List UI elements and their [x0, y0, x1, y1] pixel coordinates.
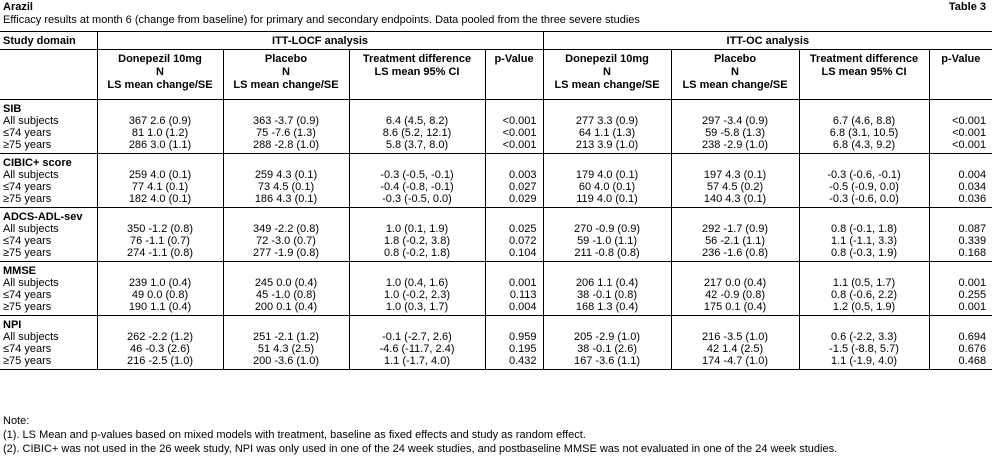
pvalue-cell: 0.001 — [929, 277, 992, 289]
pvalue-cell: 0.339 — [929, 235, 992, 247]
row-label: ≤74 years — [3, 127, 52, 139]
row-label: ≥75 years — [3, 193, 52, 205]
table-cell: 45 -1.0 (0.8) — [223, 289, 349, 301]
section-title: ADCS-ADL-sev — [0, 208, 97, 224]
table-cell: 1.0 (-0.2, 2.3) — [349, 289, 485, 301]
pvalue-cell: 0.029 — [485, 193, 543, 208]
section-cell — [97, 316, 223, 332]
col-label-line: N — [603, 66, 611, 78]
section-cell — [485, 208, 543, 224]
section-cell — [349, 208, 485, 224]
table-cell: 270 -0.9 (0.9) — [543, 223, 671, 235]
table-row — [0, 355, 992, 370]
note-1: (1). LS Mean and p-values based on mixed models with treatment, baseline as fixed effects and study as random effect. — [3, 429, 586, 441]
pvalue-cell: <0.001 — [485, 139, 543, 154]
table-cell: 277 3.3 (0.9) — [543, 115, 671, 127]
table-cell: 1.8 (-0.2, 3.8) — [349, 235, 485, 247]
section-cell — [543, 208, 671, 224]
pvalue-cell: 0.113 — [485, 289, 543, 301]
col-label-line: LS mean change/SE — [233, 79, 339, 91]
table-cell: 349 -2.2 (0.8) — [223, 223, 349, 235]
table-cell: 73 4.5 (0.1) — [223, 181, 349, 193]
table-cell: 6.7 (4.6, 8.8) — [799, 115, 929, 127]
header-spacer — [0, 50, 97, 100]
table-row — [0, 223, 992, 235]
table-cell: 1.0 (0.1, 1.9) — [349, 223, 485, 235]
table-cell: 216 -3.5 (1.0) — [671, 331, 799, 343]
pvalue-cell: 0.027 — [485, 181, 543, 193]
header-row-groups — [0, 32, 992, 50]
table-cell: 8.6 (5.2, 12.1) — [349, 127, 485, 139]
section-cell — [97, 154, 223, 170]
pvalue-cell: <0.001 — [929, 139, 992, 154]
col-label-line: LS mean change/SE — [554, 79, 660, 91]
table-row — [0, 277, 992, 289]
treatment-diff-header-oc — [799, 50, 929, 100]
section-title: MMSE — [0, 262, 97, 278]
section-cell — [349, 100, 485, 116]
section-row — [0, 316, 992, 332]
table-cell: 38 -0.1 (2.6) — [543, 343, 671, 355]
section-cell — [799, 100, 929, 116]
table-cell: 200 0.1 (0.4) — [223, 301, 349, 316]
table-row — [0, 235, 992, 247]
table-label: Table 3 — [948, 1, 986, 13]
table-body — [0, 100, 992, 370]
table-cell: -4.6 (-11.7, 2.4) — [349, 343, 485, 355]
table-cell: -0.3 (-0.5, -0.1) — [349, 169, 485, 181]
table-cell: 42 1.4 (2.5) — [671, 343, 799, 355]
table-cell: 274 -1.1 (0.8) — [97, 247, 223, 262]
table-cell: 367 2.6 (0.9) — [97, 115, 223, 127]
col-label-line: N — [282, 66, 290, 78]
table-row — [0, 169, 992, 181]
section-cell — [223, 154, 349, 170]
table-cell: 56 -2.1 (1.1) — [671, 235, 799, 247]
section-cell — [671, 316, 799, 332]
section-title: NPI — [0, 316, 97, 332]
section-row — [0, 100, 992, 116]
table-cell: 259 4.3 (0.1) — [223, 169, 349, 181]
col-label-line: Treatment difference — [362, 53, 472, 65]
pvalue-cell: 0.034 — [929, 181, 992, 193]
section-cell — [671, 262, 799, 278]
table-cell: 1.1 (-1.1, 3.3) — [799, 235, 929, 247]
table-cell: 206 1.1 (0.4) — [543, 277, 671, 289]
table-row — [0, 115, 992, 127]
col-label-line: LS mean 95% CI — [821, 66, 907, 78]
row-label: All subjects — [3, 223, 59, 235]
table-cell: 1.0 (0.3, 1.7) — [349, 301, 485, 316]
table-cell: 0.8 (-0.6, 2.2) — [799, 289, 929, 301]
section-cell — [929, 316, 992, 332]
pvalue-cell: 0.087 — [929, 223, 992, 235]
table-cell: 297 -3.4 (0.9) — [671, 115, 799, 127]
table-row — [0, 139, 992, 154]
table-cell: 60 4.0 (0.1) — [543, 181, 671, 193]
table-cell: 119 4.0 (0.1) — [543, 193, 671, 208]
col-label-line: Donepezil 10mg — [118, 53, 202, 65]
itt-oc-header: ITT-OC analysis — [543, 32, 992, 50]
col-label-line: LS mean change/SE — [107, 79, 213, 91]
table-cell: 292 -1.7 (0.9) — [671, 223, 799, 235]
table-cell: -1.5 (-8.8, 5.7) — [799, 343, 929, 355]
table-cell: 251 -2.1 (1.2) — [223, 331, 349, 343]
table-cell: 1.0 (0.4, 1.6) — [349, 277, 485, 289]
row-label: ≤74 years — [3, 235, 52, 247]
table-cell: 72 -3.0 (0.7) — [223, 235, 349, 247]
row-label: ≥75 years — [0, 355, 97, 370]
table-row — [0, 301, 992, 316]
table-cell: 57 4.5 (0.2) — [671, 181, 799, 193]
pvalue-cell: 0.001 — [485, 277, 543, 289]
table-cell: -0.5 (-0.9, 0.0) — [799, 181, 929, 193]
table-cell: 49 0.0 (0.8) — [97, 289, 223, 301]
table-cell: 1.1 (-1.9, 4.0) — [799, 355, 929, 370]
table-cell: 1.1 (0.5, 1.7) — [799, 277, 929, 289]
row-label: All subjects — [3, 169, 59, 181]
table-cell: 6.8 (4.3, 9.2) — [799, 139, 929, 154]
pvalue-cell: 0.025 — [485, 223, 543, 235]
table-cell: 190 1.1 (0.4) — [97, 301, 223, 316]
table-cell: 0.8 (-0.1, 1.8) — [799, 223, 929, 235]
col-label-line: N — [731, 66, 739, 78]
table-cell: 0.8 (-0.2, 1.8) — [349, 247, 485, 262]
table-cell: 77 4.1 (0.1) — [97, 181, 223, 193]
table-cell: 59 -1.0 (1.1) — [543, 235, 671, 247]
table-row — [0, 331, 992, 343]
table-cell: 217 0.0 (0.4) — [671, 277, 799, 289]
table-cell: 197 4.3 (0.1) — [671, 169, 799, 181]
col-label-line: Placebo — [264, 53, 308, 65]
section-cell — [97, 208, 223, 224]
section-cell — [485, 262, 543, 278]
pvalue-cell: 0.104 — [485, 247, 543, 262]
section-row — [0, 208, 992, 224]
table-row — [0, 181, 992, 193]
table-notes — [3, 414, 988, 456]
section-cell — [929, 100, 992, 116]
pvalue-cell: 0.001 — [929, 301, 992, 316]
section-cell — [223, 100, 349, 116]
section-cell — [799, 262, 929, 278]
note-2: (2). CIBIC+ was not used in the 26 week study, NPI was only used in one of the 24 week studies, and postbaseline MMSE was not evaluated in one of the 24 week studies. — [3, 443, 838, 455]
table-cell: 1.2 (0.5, 1.9) — [799, 301, 929, 316]
table-cell: 59 -5.8 (1.3) — [671, 127, 799, 139]
section-cell — [485, 316, 543, 332]
table-cell: 238 -2.9 (1.0) — [671, 139, 799, 154]
section-cell — [485, 154, 543, 170]
row-label: ≥75 years — [3, 247, 52, 259]
donepezil-header-locf — [97, 50, 223, 100]
table-cell: 0.8 (-0.3, 1.9) — [799, 247, 929, 262]
col-label-line: Treatment difference — [809, 53, 919, 65]
table-cell: 175 0.1 (0.4) — [671, 301, 799, 316]
pvalue-cell: 0.255 — [929, 289, 992, 301]
pvalue-cell: <0.001 — [929, 115, 992, 127]
pvalue-cell: 0.468 — [929, 355, 992, 370]
table-cell: 186 4.3 (0.1) — [223, 193, 349, 208]
table-cell: 64 1.1 (1.3) — [543, 127, 671, 139]
study-domain-header: Study domain — [0, 32, 97, 50]
col-label-line: Placebo — [713, 53, 757, 65]
section-cell — [543, 262, 671, 278]
section-cell — [349, 316, 485, 332]
table-cell: 174 -4.7 (1.0) — [671, 355, 799, 370]
row-label: ≤74 years — [3, 343, 52, 355]
section-cell — [671, 208, 799, 224]
header-row-columns — [0, 50, 992, 100]
row-label: All subjects — [3, 115, 59, 127]
row-label: All subjects — [3, 331, 59, 343]
table-row — [0, 343, 992, 355]
donepezil-header-oc — [543, 50, 671, 100]
table-cell: 38 -0.1 (0.8) — [543, 289, 671, 301]
table-row — [0, 193, 992, 208]
table-cell: 216 -2.5 (1.0) — [97, 355, 223, 370]
pvalue-cell: 0.432 — [485, 355, 543, 370]
notes-label: Note: — [3, 415, 30, 427]
section-row — [0, 262, 992, 278]
table-cell: 5.8 (3.7, 8.0) — [349, 139, 485, 154]
section-cell — [349, 154, 485, 170]
section-cell — [929, 262, 992, 278]
pvalue-cell: 0.003 — [485, 169, 543, 181]
pvalue-cell: <0.001 — [485, 115, 543, 127]
row-label: ≤74 years — [3, 181, 52, 193]
table-cell: -0.3 (-0.6, -0.1) — [799, 169, 929, 181]
table-cell: 288 -2.8 (1.0) — [223, 139, 349, 154]
section-cell — [799, 208, 929, 224]
pvalue-cell: 0.004 — [929, 169, 992, 181]
table-cell: 46 -0.3 (2.6) — [97, 343, 223, 355]
section-cell — [543, 100, 671, 116]
table-cell: 140 4.3 (0.1) — [671, 193, 799, 208]
pvalue-cell: <0.001 — [485, 127, 543, 139]
table-cell: 236 -1.6 (0.8) — [671, 247, 799, 262]
table-cell: 259 4.0 (0.1) — [97, 169, 223, 181]
title-row — [3, 1, 988, 13]
treatment-diff-header-locf — [349, 50, 485, 100]
section-cell — [799, 316, 929, 332]
pvalue-header-locf: p-Value — [485, 50, 543, 100]
table-row — [0, 127, 992, 139]
row-label: ≤74 years — [3, 289, 52, 301]
itt-locf-header: ITT-LOCF analysis — [97, 32, 543, 50]
section-cell — [671, 154, 799, 170]
section-title: SIB — [0, 100, 97, 116]
pvalue-cell: 0.694 — [929, 331, 992, 343]
table-cell: 75 -7.6 (1.3) — [223, 127, 349, 139]
section-title: CIBIC+ score — [0, 154, 97, 170]
table-cell: 205 -2.9 (1.0) — [543, 331, 671, 343]
section-cell — [97, 262, 223, 278]
table-cell: -0.3 (-0.6, 0.0) — [799, 193, 929, 208]
section-cell — [671, 100, 799, 116]
table-cell: 363 -3.7 (0.9) — [223, 115, 349, 127]
table-cell: 245 0.0 (0.4) — [223, 277, 349, 289]
table-cell: 179 4.0 (0.1) — [543, 169, 671, 181]
table-cell: 239 1.0 (0.4) — [97, 277, 223, 289]
row-label: All subjects — [3, 277, 59, 289]
table-cell: 277 -1.9 (0.8) — [223, 247, 349, 262]
section-cell — [485, 100, 543, 116]
table-cell: -0.4 (-0.8, -0.1) — [349, 181, 485, 193]
pvalue-cell: 0.959 — [485, 331, 543, 343]
section-row — [0, 154, 992, 170]
table-row — [0, 289, 992, 301]
table-cell: -0.3 (-0.5, 0.0) — [349, 193, 485, 208]
section-cell — [543, 154, 671, 170]
table-cell: 182 4.0 (0.1) — [97, 193, 223, 208]
table-cell: 81 1.0 (1.2) — [97, 127, 223, 139]
table-cell: 200 -3.6 (1.0) — [223, 355, 349, 370]
section-cell — [223, 208, 349, 224]
placebo-header-oc — [671, 50, 799, 100]
section-cell — [97, 100, 223, 116]
table-row — [0, 247, 992, 262]
table-cell: 76 -1.1 (0.7) — [97, 235, 223, 247]
pvalue-cell: 0.072 — [485, 235, 543, 247]
table-cell: 51 4.3 (2.5) — [223, 343, 349, 355]
table-cell: 167 -3.6 (1.1) — [543, 355, 671, 370]
pvalue-header-oc: p-Value — [929, 50, 992, 100]
table-cell: 262 -2.2 (1.2) — [97, 331, 223, 343]
row-label: ≥75 years — [3, 139, 52, 151]
table-cell: 168 1.3 (0.4) — [543, 301, 671, 316]
table-cell: 213 3.9 (1.0) — [543, 139, 671, 154]
table-cell: 6.8 (3.1, 10.5) — [799, 127, 929, 139]
table-cell: 0.6 (-2.2, 3.3) — [799, 331, 929, 343]
col-label-line: LS mean 95% CI — [374, 66, 460, 78]
table-cell: 286 3.0 (1.1) — [97, 139, 223, 154]
efficacy-table — [0, 31, 992, 370]
section-cell — [223, 316, 349, 332]
pvalue-cell: 0.676 — [929, 343, 992, 355]
section-cell — [349, 262, 485, 278]
section-cell — [223, 262, 349, 278]
table-cell: 6.4 (4.5, 8.2) — [349, 115, 485, 127]
col-label-line: LS mean change/SE — [682, 79, 788, 91]
section-cell — [799, 154, 929, 170]
section-cell — [543, 316, 671, 332]
section-cell — [929, 208, 992, 224]
pvalue-cell: 0.195 — [485, 343, 543, 355]
col-label-line: N — [156, 66, 164, 78]
table-cell: -0.1 (-2.7, 2.6) — [349, 331, 485, 343]
pvalue-cell: <0.001 — [929, 127, 992, 139]
pvalue-cell: 0.036 — [929, 193, 992, 208]
source-title: Arazil — [3, 1, 33, 13]
table-cell: 1.1 (-1.7, 4.0) — [349, 355, 485, 370]
table-cell: 42 -0.9 (0.8) — [671, 289, 799, 301]
section-cell — [929, 154, 992, 170]
table-cell: 211 -0.8 (0.8) — [543, 247, 671, 262]
table-caption: Efficacy results at month 6 (change from baseline) for primary and secondary endpoints. Data pooled from the three severe studies — [3, 14, 640, 26]
row-label: ≥75 years — [3, 301, 52, 313]
pvalue-cell: 0.168 — [929, 247, 992, 262]
pvalue-cell: 0.004 — [485, 301, 543, 316]
col-label-line: Donepezil 10mg — [565, 53, 649, 65]
placebo-header-locf — [223, 50, 349, 100]
table-cell: 350 -1.2 (0.8) — [97, 223, 223, 235]
